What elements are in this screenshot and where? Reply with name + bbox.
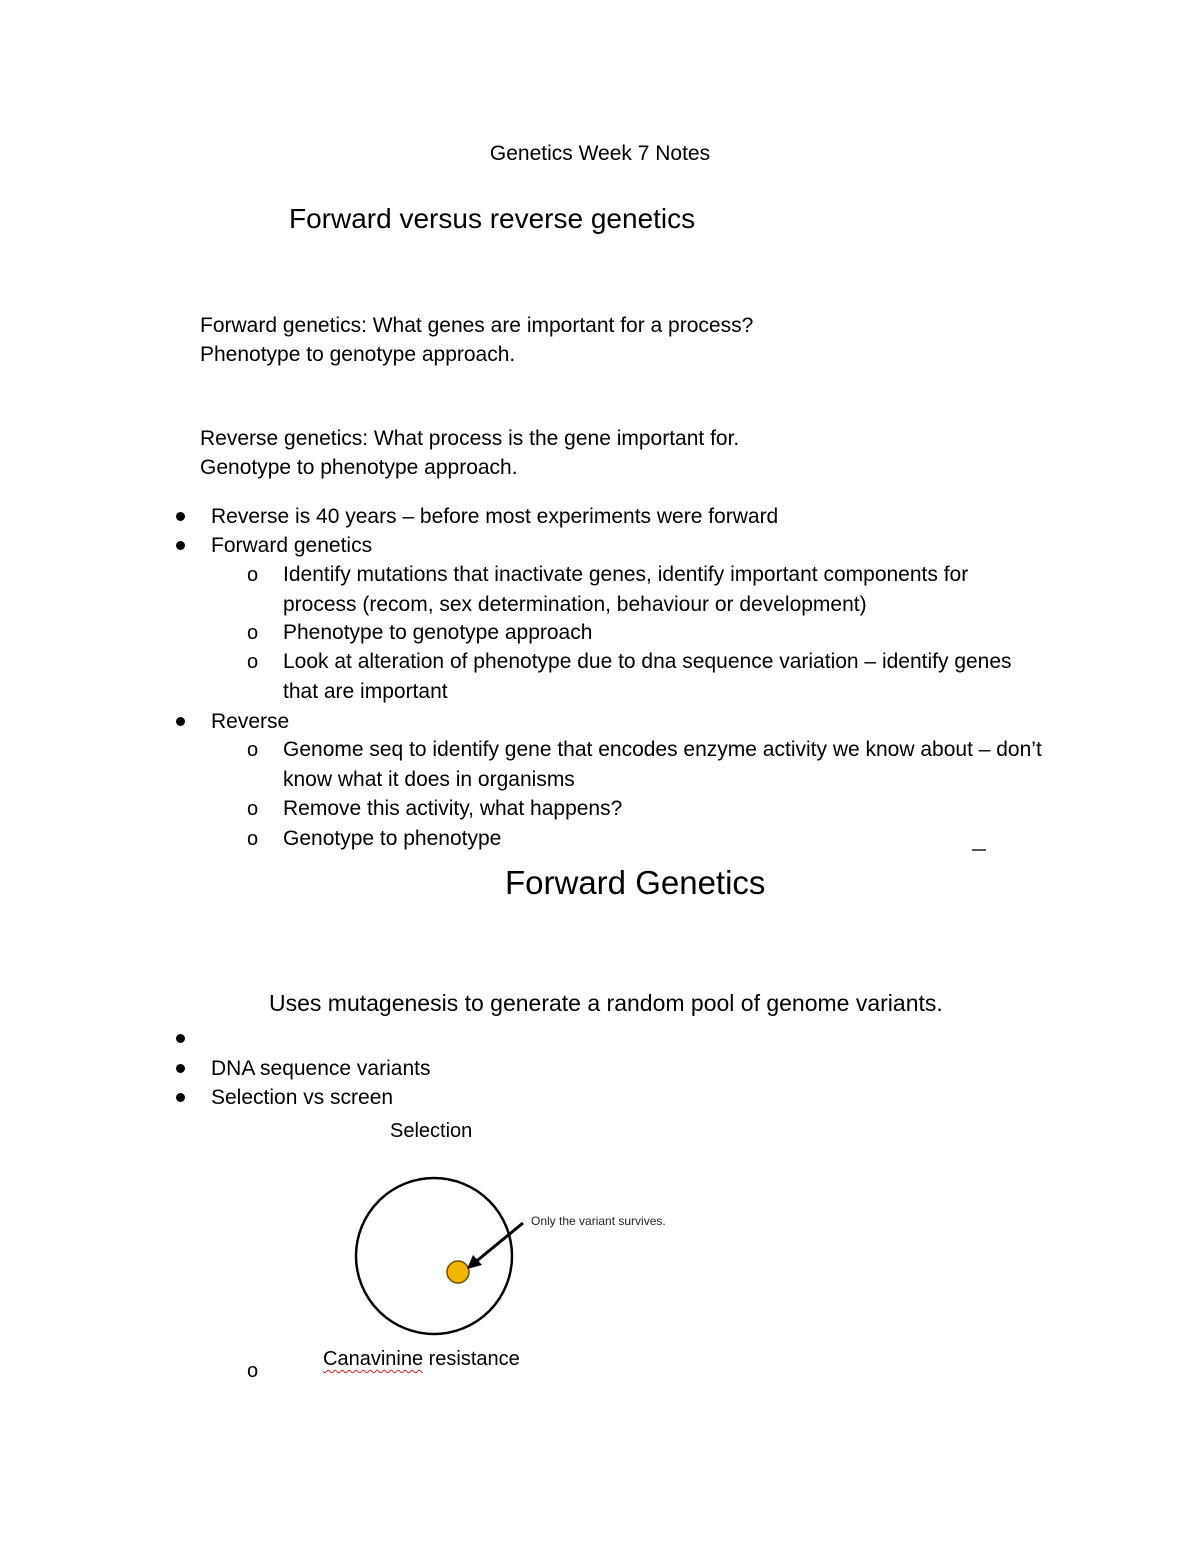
sub-bullet-marker: o (247, 622, 259, 644)
arrow-line (473, 1223, 523, 1264)
diagram-caption (323, 1348, 520, 1371)
slide-heading-forward-genetics: Forward Genetics (505, 864, 766, 901)
selection-illustration (340, 1158, 720, 1378)
sub-bullet-marker: o (247, 828, 259, 850)
caption-word-canavinine: Canavinine (323, 1348, 424, 1370)
sub-bullet-marker: o (247, 739, 259, 761)
bullet-reverse-40-years: Reverse is 40 years – before most experiments were forward (211, 505, 779, 528)
bullet-reverse: Reverse (211, 710, 290, 733)
forward-genetics-definition: Forward genetics: What genes are important for a process? (200, 314, 754, 337)
sub-bullet-marker: o (247, 564, 259, 586)
sub-bullet-genome-seq: Genome seq to identify gene that encodes enzyme activity we know about – don’t know what it does in organisms (283, 738, 1042, 791)
sub-bullet-alteration-of-phenotype: Look at alteration of phenotype due to dna sequence variation – identify genes that are important (283, 650, 1012, 703)
mutagenesis-statement: Uses mutagenesis to generate a random pool of genome variants. (269, 990, 943, 1016)
sub-bullet-genotype-to-phenotype: Genotype to phenotype (283, 827, 502, 850)
sub-bullet-identify-mutations: Identify mutations that inactivate genes, identify important components for process (recom, sex determination, behaviour or development) (283, 563, 969, 616)
variant-dot (447, 1261, 469, 1283)
selection-diagram (323, 1118, 720, 1388)
reverse-genetics-approach: Genotype to phenotype approach. (200, 456, 518, 479)
bullet-dot (176, 1064, 185, 1073)
sub-bullet-marker: o (247, 1360, 259, 1382)
slide-edge-artifact (972, 849, 986, 851)
forward-genetics-approach: Phenotype to genotype approach. (200, 343, 516, 366)
reverse-genetics-definition: Reverse genetics: What process is the gene important for. (200, 427, 740, 450)
bullet-dot (176, 717, 185, 726)
bullet-forward-genetics: Forward genetics (211, 534, 373, 557)
slide-heading-forward-vs-reverse: Forward versus reverse genetics (289, 203, 696, 234)
diagram-annotation: Only the variant survives. (531, 1214, 666, 1228)
sub-bullet-marker: o (247, 651, 259, 673)
bullet-dot (176, 1093, 185, 1102)
sub-bullet-remove-activity: Remove this activity, what happens? (283, 797, 623, 820)
population-circle (356, 1178, 512, 1334)
document-title: Genetics Week 7 Notes (489, 142, 711, 165)
diagram-title: Selection (390, 1120, 473, 1142)
bullet-dot (176, 512, 185, 521)
bullet-dna-sequence-variants: DNA sequence variants (211, 1057, 431, 1080)
sub-bullet-marker: o (247, 798, 259, 820)
bullet-dot (176, 1034, 185, 1043)
sub-bullet-phenotype-to-genotype: Phenotype to genotype approach (283, 621, 593, 644)
bullet-selection-vs-screen: Selection vs screen (211, 1086, 394, 1109)
bullet-dot (176, 541, 185, 550)
caption-word-resistance: resistance (428, 1348, 520, 1370)
